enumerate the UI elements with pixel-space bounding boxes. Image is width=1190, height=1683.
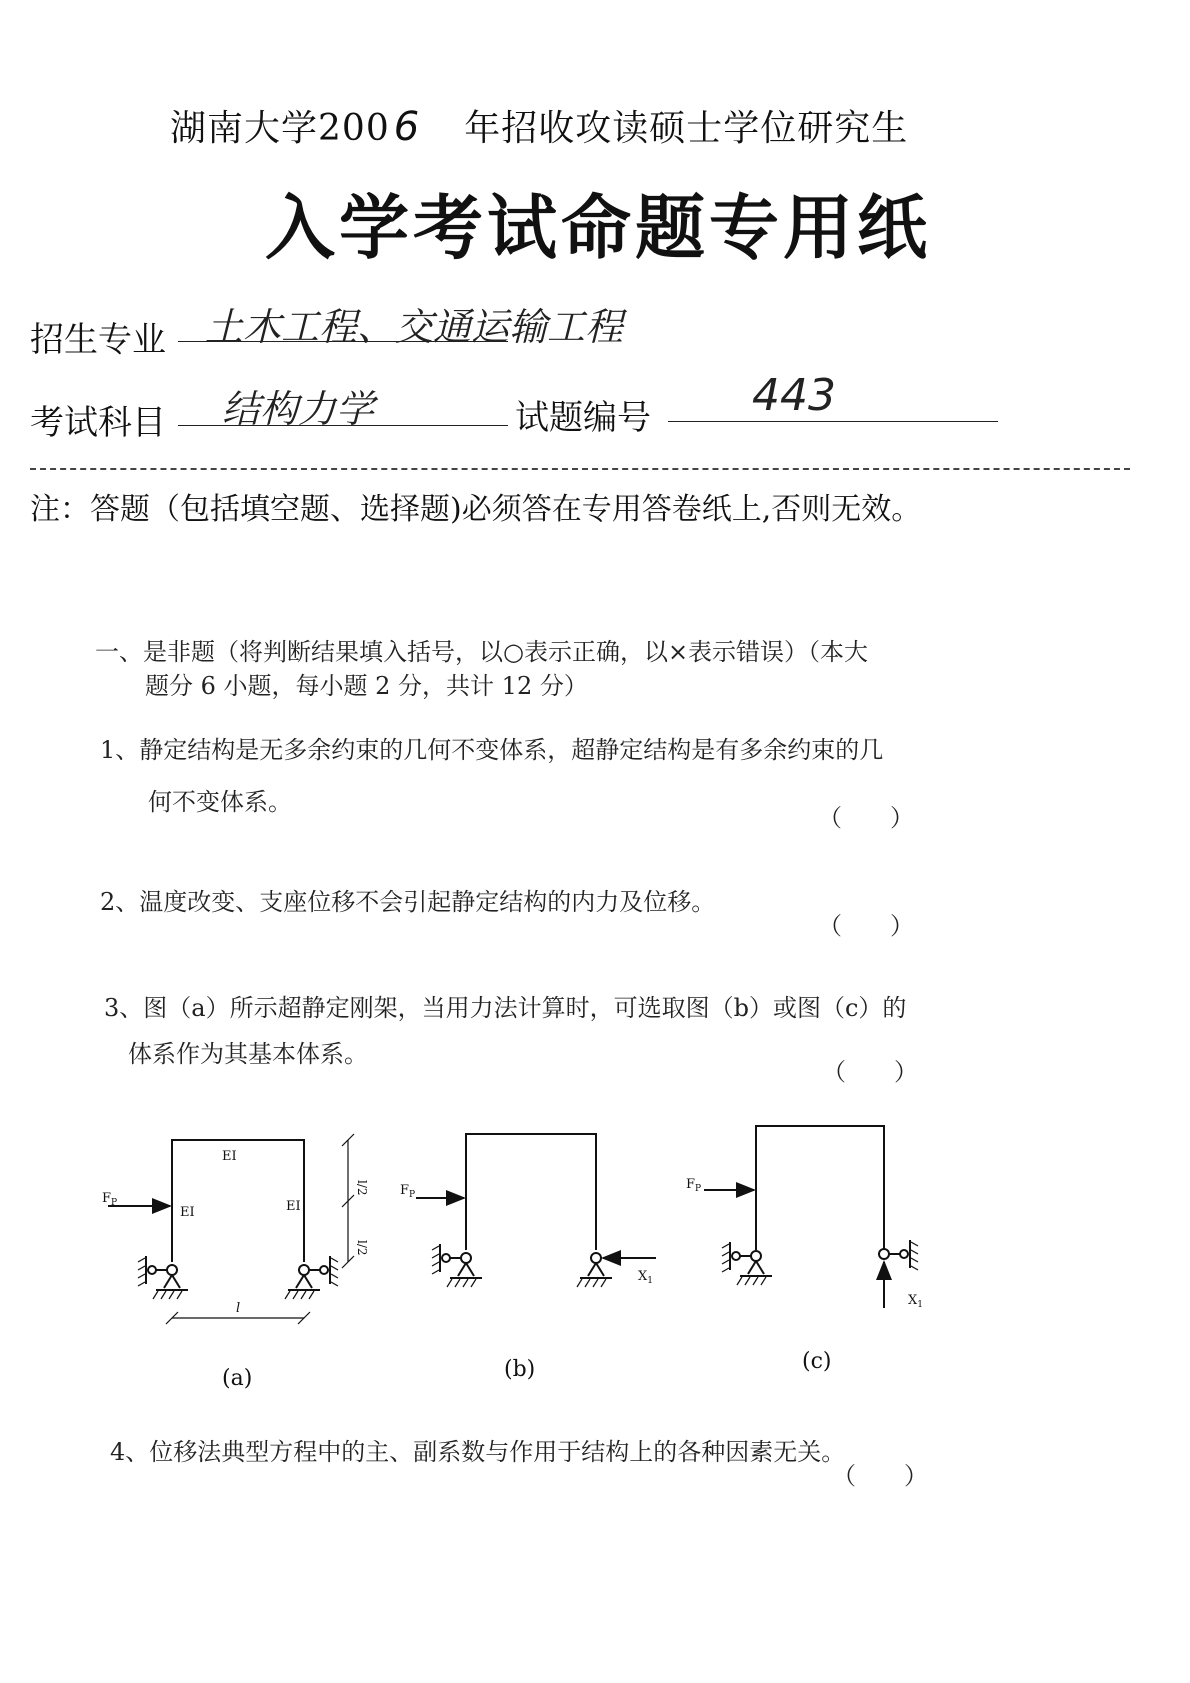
dashed-divider: [30, 468, 1130, 470]
figure-a-load-label: $F_P$: [102, 1191, 118, 1208]
question-1-line2: 何不变体系。: [148, 788, 292, 816]
subject-value: 结构力学: [222, 387, 375, 431]
major-label: 招生专业: [30, 320, 166, 360]
figure-c-redundant-label: $X_1$: [908, 1293, 923, 1310]
header-line: [170, 100, 908, 151]
figure-b: [416, 1134, 656, 1287]
figure-a-ei-top: EI: [222, 1149, 237, 1164]
question-4-answer-parens: （ ）: [832, 1462, 928, 1490]
code-label: 试题编号: [515, 398, 651, 438]
major-value: 土木工程、交通运输工程: [205, 305, 624, 349]
year-handwritten: 6: [393, 104, 421, 150]
figure-b-load-label: $F_P$: [400, 1183, 416, 1200]
code-value: 443: [752, 370, 836, 421]
frame-figures: [90, 1110, 1050, 1410]
question-1-answer-parens: （ ）: [818, 804, 914, 832]
figure-a-half-lower: l/2: [355, 1240, 369, 1256]
section1-heading-line1: 一、是非题（将判断结果填入括号，以○表示正确，以×表示错误）（本大: [95, 638, 869, 666]
question-3-answer-parens: （ ）: [822, 1058, 918, 1086]
page-title: 入学考试命题专用纸: [265, 186, 931, 269]
figure-c-caption: (c): [802, 1349, 832, 1374]
figure-a-ei-right: EI: [286, 1199, 301, 1214]
figure-a-span-label: l: [236, 1301, 241, 1316]
header-suffix: 年招收攻读硕士学位研究生: [464, 108, 909, 149]
university-name: 湖南大学: [170, 108, 319, 149]
section1-heading-line2: 题分 6 小题，每小题 2 分，共计 12 分）: [145, 672, 588, 700]
figure-a-caption: (a): [222, 1366, 253, 1391]
question-4-line1: 4、位移法典型方程中的主、副系数与作用于结构上的各种因素无关。: [110, 1438, 846, 1466]
question-3-line2: 体系作为其基本体系。: [128, 1040, 368, 1068]
figure-c-load-label: $F_P$: [686, 1177, 702, 1194]
answer-note: 注：答题（包括填空题、选择题)必须答在专用答卷纸上,否则无效。: [30, 492, 922, 527]
question-2-line1: 2、温度改变、支座位移不会引起静定结构的内力及位移。: [100, 888, 716, 916]
subject-label: 考试科目: [30, 403, 166, 443]
question-2-answer-parens: （ ）: [818, 912, 914, 940]
year-prefix: 200: [318, 108, 390, 149]
figure-c: [704, 1126, 918, 1308]
figure-a-ei-left: EI: [180, 1205, 195, 1220]
figure-b-redundant-label: $X_1$: [638, 1269, 653, 1286]
question-3-line1: 3、图（a）所示超静定刚架，当用力法计算时，可选取图（b）或图（c）的: [104, 994, 907, 1022]
figure-a-half-upper: l/2: [355, 1180, 369, 1196]
figure-b-caption: (b): [504, 1357, 536, 1382]
question-1-line1: 1、静定结构是无多余约束的几何不变体系，超静定结构是有多余约束的几: [100, 736, 884, 764]
